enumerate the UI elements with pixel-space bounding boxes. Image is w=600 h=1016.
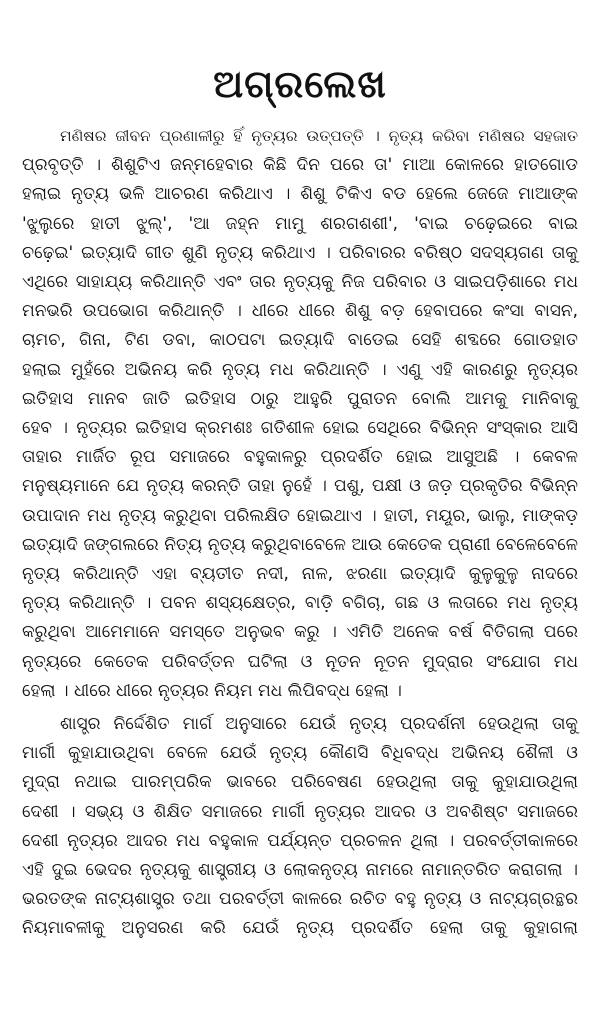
text-line: ଦେଶୀ । ସଭ୍ୟ ଓ ଶିକ୍ଷିତ ସମାଜରେ ମାର୍ଗୀ ନୃତ୍ୟର ଆଦର ଓ ଅବଶିଷ୍ଟ ସମାଜରେ [22, 801, 578, 822]
text-line: ମନୁଷ୍ୟମାନେ ଯେ ନୃତ୍ୟ କରନ୍ତି ତାହା ନୁହେଁ । ପଶୁ, ପକ୍ଷୀ ଓ ଜଡ଼ ପ୍ରକୃତିର ବିଭିନ୍ନ [22, 476, 578, 497]
page-title: ଅଗ୍ରଲେଖ [213, 62, 387, 106]
text-line: ହେବ । ନୃତ୍ୟର ଇତିହାସ କ୍ରମଶଃ ଗତିଶୀଳ ହୋଇ ସେଥିରେ ବିଭିନ୍ନ ସଂସ୍କାର ଆସି [22, 418, 578, 439]
paragraph-1 [22, 122, 578, 706]
text-line: ହଲାଇ ନୃତ୍ୟ ଭଳି ଆଚରଣ କରିଥାଏ । ଶିଶୁ ଟିକିଏ ବଡ ହେଲେ ଜେଜେ ମାଆଙ୍କ [22, 184, 578, 205]
text-line: ଏହି ଦୁଇ ଭେଦର ନୃତ୍ୟକୁ ଶାସ୍ତ୍ରୀୟ ଓ ଲୋକନୃତ୍ୟ ନାମରେ ନାମାନ୍ତରିତ କରାଗଲା । [22, 860, 578, 881]
text-line: କରୁଥିବା ଆମେମାନେ ସମସ୍ତେ ଅନୁଭବ କରୁ । ଏମିତି ଅନେକ ବର୍ଷ ବିତିଗଲା ପରେ [22, 622, 578, 643]
text-line: ନିୟମାବଳୀକୁ ଅନୁସରଣ କରି ଯେଉଁ ନୃତ୍ୟ ପ୍ରଦର୍ଶିତ ହେଲା ତାକୁ କୁହାଗଲା [22, 918, 578, 939]
text-line: 'ଝୁଲୁରେ ହାତୀ ଝୁଲ୍', 'ଆ ଜହ୍ନ ମାମୁ ଶରଗଶଶୀ', 'ବାଇ ଚଢ଼େଇରେ ବାଇ [22, 213, 578, 234]
text-line: ନୃତ୍ୟ କରିଥାନ୍ତି । ପବନ ଶସ୍ୟକ୍ଷେତ୍ର, ବାଡ଼ି ବଗିଚା, ଗଛ ଓ ଲତାରେ ମଧ ନୃତ୍ୟ [22, 593, 578, 614]
text-line: ନୃତ୍ୟରେ କେତେକ ପରିବର୍ତ୍ତନ ଘଟିଲା ଓ ନୂତନ ନୂତନ ମୁଦ୍ରାର ସଂଯୋଗ ମଧ [22, 651, 578, 672]
text-line: ହେଲା । ଧୀରେ ଧୀରେ ନୃତ୍ୟର ନିୟମ ମଧ ଲିପିବଦ୍ଧ ହେଲା । [22, 680, 402, 701]
paragraph-2 [22, 710, 578, 944]
text-line: ଚଢ଼େଇ' ଇତ୍ୟାଦି ଗୀତ ଶୁଣି ନୃତ୍ୟ କରିଥାଏ । ପରିବାରର ବରିଷ୍ଠ ସଦସ୍ୟଗଣ ତାକୁ [22, 242, 578, 263]
text-line: ଇତିହାସ ମାନବ ଜାତି ଇତିହାସ ଠାରୁ ଆହୁରି ପୁରାତନ ବୋଲି ଆମକୁ ମାନିବାକୁ [22, 388, 578, 409]
text-line: ଚାମଚ, ଗିନା, ଟିଣ ଡବା, କାଠପଟା ଇତ୍ୟାଦି ବାଡେଇ ସେହି ଶବ୍ଦରେ ଗୋଡହାତ [22, 330, 578, 351]
text-line: ଭରତଙ୍କ ନାଟ୍ୟଶାସ୍ତ୍ର ତଥା ପରବର୍ତ୍ତୀ କାଳରେ ରଚିତ ବହୁ ନୃତ୍ୟ ଓ ନାଟ୍ୟଗ୍ରନ୍ଥର [22, 889, 578, 910]
text-line: ମାର୍ଗୀ କୁହାଯାଉଥିବା ବେଳେ ଯେଉଁ ନୃତ୍ୟ କୌଣସି ବିଧିବଦ୍ଧ ଅଭିନୟ ଶୈଳୀ ଓ [22, 743, 578, 764]
text-line: ଦେଶୀ ନୃତ୍ୟର ଆଦର ମଧ ବହୁକାଳ ପର୍ଯ୍ୟନ୍ତ ପ୍ରଚଳନ ଥିଲା । ପରବର୍ତ୍ତୀକାଳରେ [22, 830, 578, 851]
text-line: ମଣିଷର ଜୀବନ ପ୍ରଣାଳୀରୁ ହିଁ ନୃତ୍ୟର ଉତ୍ପତ୍ତି । ନୃତ୍ୟ କରିବା ମଣିଷର ସହଜାତ [60, 127, 578, 145]
text-line: ଇତ୍ୟାଦି ଜଙ୍ଗଲରେ ନିତ୍ୟ ନୃତ୍ୟ କରୁଥିବାବେଳେ ଆଉ କେତେକ ପ୍ରାଣୀ ବେଳେବେଳେ [22, 534, 578, 555]
text-line: ପ୍ରବୃତ୍ତି । ଶିଶୁଟିଏ ଜନ୍ମହେବାର କିଛି ଦିନ ପରେ ତା' ମାଆ କୋଳରେ ହାତଗୋଡ [22, 155, 578, 176]
text-line: ତାହାର ମାର୍ଜିତ ରୂପ ସମାଜରେ ବହୁକାଳରୁ ପ୍ରଦର୍ଶିତ ହୋଇ ଆସୁଅଛି । କେବଳ [22, 447, 578, 468]
text-line: ଉପାଦାନ ମଧ ନୃତ୍ୟ କରୁଥିବା ପରିଲକ୍ଷିତ ହୋଇଥାଏ । ହାତୀ, ମୟୂର, ଭାଲୁ, ମାଙ୍କଡ଼ [22, 505, 578, 526]
text-line: ମୁଦ୍ରା ନଥାଇ ପାରମ୍ପରିକ ଭାବରେ ପରିବେଷଣ ହେଉଥିଲା ତାକୁ କୁହାଯାଉଥିଲା [22, 772, 578, 793]
text-line: ହଲାଇ ମୁହଁରେ ଅଭିନୟ କରି ନୃତ୍ୟ ମଧ କରିଥାନ୍ତି । ଏଣୁ ଏହି କାରଣରୁ ନୃତ୍ୟର [22, 359, 578, 380]
text-line: ଏଥିରେ ସାହାଯ୍ୟ କରିଥାନ୍ତି ଏବଂ ତାର ନୃତ୍ୟକୁ ନିଜ ପରିବାର ଓ ସାଇପଡ଼ିଶାରେ ମଧ [22, 272, 578, 293]
text-line: ମନଭରି ଉପଭୋଗ କରିଥାନ୍ତି । ଧୀରେ ଧୀରେ ଶିଶୁ ବଡ଼ ହେବାପରେ କଂସା ବାସନ, [22, 301, 578, 322]
text-line: ଶାସ୍ତ୍ର ନିର୍ଦ୍ଦେଶିତ ମାର୍ଗ ଅନୁସାରେ ଯେଉଁ ନୃତ୍ୟ ପ୍ରଦର୍ଶନୀ ହେଉଥିଲା ତାକୁ [60, 714, 578, 735]
text-line: ନୃତ୍ୟ କରିଥାନ୍ତି ଏହା ବ୍ୟତୀତ ନଦୀ, ନାଳ, ଝରଣା ଇତ୍ୟାଦି କୁଳୁକୁଳୁ ନାଦରେ [22, 564, 578, 585]
